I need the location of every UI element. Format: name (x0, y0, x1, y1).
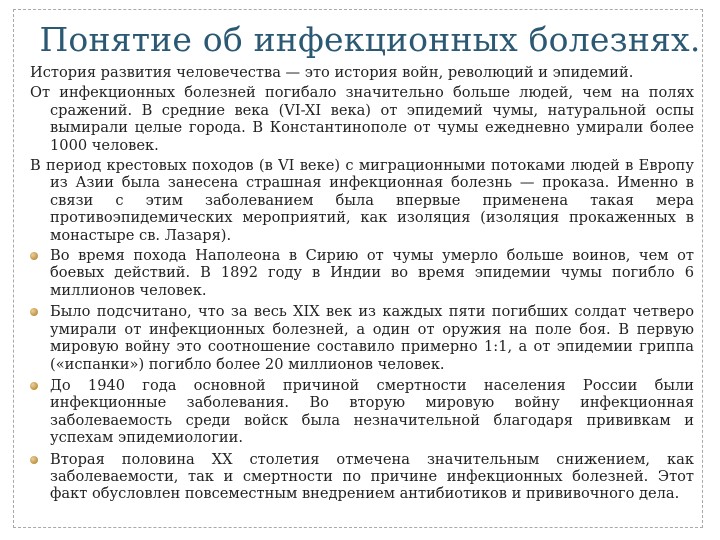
slide-content (30, 64, 694, 507)
bullet-icon (30, 252, 38, 260)
paragraph-intro: История развития человечества — это история войн, революций и эпидемий. (30, 64, 634, 81)
bullet-icon (30, 382, 38, 390)
bullet-item (30, 247, 694, 299)
bullet-text: Было подсчитано, что за весь XIX век из каждых пяти погибших солдат четверо умирали от инфекционных болезней, а один от оружия на поле боя. В первую мировую войну это соотношение составило примерно 1:1, а от эпидемии гриппа («испанки») погибло более 20 миллионов человек. (50, 303, 694, 373)
slide-title: Понятие об инфекционных болезнях. (39, 20, 701, 59)
bullet-icon (30, 456, 38, 464)
bullet-text: До 1940 года основной причиной смертности населения России были инфекционные заболевания. Во вторую мировую войну инфекционная заболеваемость среди войск была незначительной благодаря прививкам и успехам эпидемиологии. (50, 376, 694, 447)
bullet-item (30, 451, 694, 503)
bullet-text: Во время похода Наполеона в Сирию от чумы умерло больше воинов, чем от боевых действий. В 1892 году в Индии во время эпидемии чумы погибло 6 миллионов человек. (50, 247, 694, 299)
paragraph-middle-ages: От инфекционных болезней погибало значительно больше людей, чем на полях сражений. В средние века (VI-XI века) от эпидемий чумы, натуральной оспы вымирали целые города. В Константинополе от чумы ежедневно умирали более 1000 человек. (30, 84, 694, 154)
bullet-icon (30, 308, 38, 316)
bullet-item (30, 303, 694, 373)
bullet-text: Вторая половина XX столетия отмечена значительным снижением, как заболеваемости, так и смертности по причине инфекционных болезней. Этот факт обусловлен повсеместным внедрением антибиотиков и прививочного дела. (50, 450, 694, 503)
paragraph-crusades: В период крестовых походов (в VI веке) с миграционными потоками людей в Европу из Азии была занесена страшная инфекционная болезнь — проказа. Именно в связи с этим заболеванием была впервые применена такая мера противоэпидемических мероприятий, как изоляция (изоляция прокаженных в монастыре св. Лазаря). (30, 157, 694, 244)
bullet-item (30, 377, 694, 447)
